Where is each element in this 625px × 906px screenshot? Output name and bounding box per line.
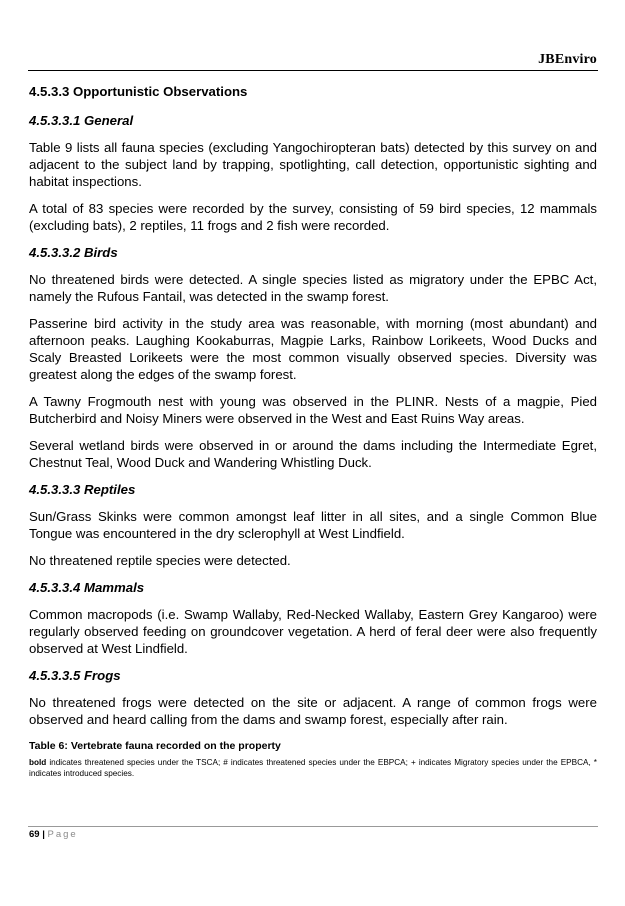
mammals-heading: 4.5.3.3.4 Mammals [29, 580, 145, 595]
table-legend [29, 757, 597, 779]
section-heading: 4.5.3.3 Opportunistic Observations [29, 84, 248, 99]
birds-heading: 4.5.3.3.2 Birds [29, 245, 118, 260]
general-heading: 4.5.3.3.1 General [29, 113, 134, 128]
reptiles-paragraph-1: Sun/Grass Skinks were common amongst leaf litter in all sites, and a single Common Blue Tongue was encountered in the dry sclerophyll at West Lindfield. [29, 509, 597, 541]
general-paragraph-1: Table 9 lists all fauna species (excluding Yangochiropteran bats) detected by this survey on and adjacent to the subject land by trapping, spotlighting, call detection, opportunistic sighting and habitat inspections. [29, 140, 597, 189]
frogs-paragraph-1: No threatened frogs were detected on the site or adjacent. A range of common frogs were observed and heard calling from the dams and swamp forest, especially after rain. [29, 695, 597, 727]
reptiles-heading: 4.5.3.3.3 Reptiles [29, 482, 136, 497]
reptiles-paragraph-2: No threatened reptile species were detected. [29, 553, 291, 568]
mammals-paragraph-1: Common macropods (i.e. Swamp Wallaby, Red-Necked Wallaby, Eastern Grey Kangaroo) were regularly observed feeding on groundcover vegetation. A herd of feral deer were also frequently observed at West Lindfield. [29, 607, 597, 656]
header-brand: JBEnviro [538, 52, 597, 67]
birds-paragraph-3: A Tawny Frogmouth nest with young was observed in the PLINR. Nests of a magpie, Pied Butcherbird and Noisy Miners were observed in the West and East Ruins Way areas. [29, 394, 597, 426]
footer-separator: | [39, 829, 48, 840]
frogs-heading: 4.5.3.3.5 Frogs [29, 668, 121, 683]
table-caption: Table 6: Vertebrate fauna recorded on the property [29, 740, 281, 752]
birds-paragraph-1: No threatened birds were detected. A single species listed as migratory under the EPBC Act, namely the Rufous Fantail, was detected in the swamp forest. [29, 272, 597, 304]
page-footer [29, 829, 78, 840]
header-rule [28, 70, 598, 71]
page-number: 69 [29, 829, 40, 840]
page-label: Page [47, 829, 78, 840]
footer-rule [28, 826, 598, 827]
general-paragraph-2: A total of 83 species were recorded by the survey, consisting of 59 bird species, 12 mammals (excluding bats), 2 reptiles, 11 frogs and 2 fish were recorded. [29, 201, 597, 233]
birds-paragraph-2: Passerine bird activity in the study area was reasonable, with morning (most abundant) and afternoon peaks. Laughing Kookaburras, Magpie Larks, Rainbow Lorikeets, Wood Ducks and Scaly Breasted Lorikeets were the most common visually observed species. Diversity was greatest along the edges of the swamp forest. [29, 316, 597, 382]
birds-paragraph-4: Several wetland birds were observed in or around the dams including the Intermediate Egret, Chestnut Teal, Wood Duck and Wandering Whistling Duck. [29, 438, 597, 470]
legend-text: indicates threatened species under the TSCA; # indicates threatened species under the EBPCA; + indicates Migratory species under the EPBCA, * indicates introduced species. [29, 758, 597, 778]
legend-bold-term: bold [29, 758, 47, 767]
page-content [29, 82, 597, 779]
